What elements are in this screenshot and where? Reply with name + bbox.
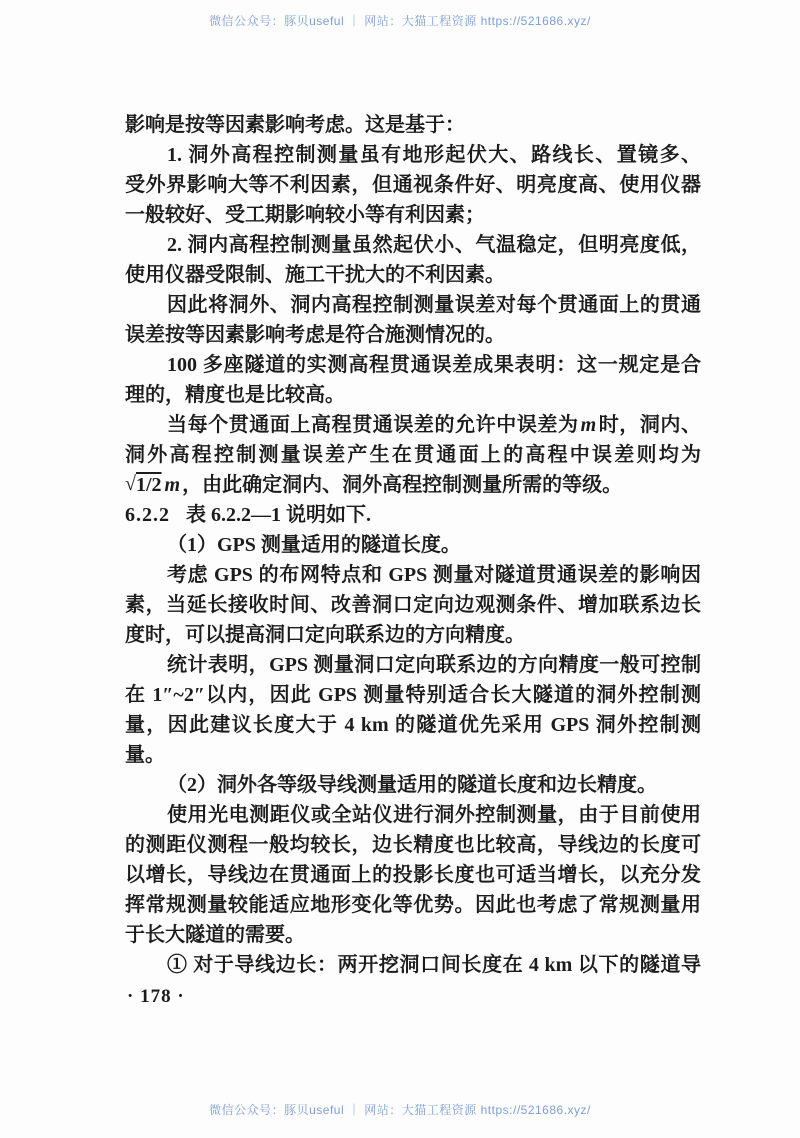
formula-line (125, 470, 701, 500)
page-number: · 178 · (127, 986, 185, 1007)
text-line: 使用光电测距仪或全站仪进行洞外控制测量，由于目前使用 (167, 804, 701, 826)
list-item-heading: （1）GPS 测量适用的隧道长度。 (167, 534, 461, 556)
watermark-text: 微信公众号：豚贝useful ｜ 网站：大猫工程资源 https://521686.xyz/ (209, 1103, 591, 1117)
text-line: 使用仪器受限制、施工干扰大的不利因素。 (125, 264, 505, 286)
page-content (125, 110, 701, 1012)
text-line: 以增长，导线边在贯通面上的投影长度也可适当增长，以充分发 (125, 864, 701, 886)
text-line: 挥常规测量较能适应地形变化等优势。因此也考虑了常规测量用 (125, 894, 701, 916)
text-line: 100 多座隧道的实测高程贯通误差成果表明：这一规定是合 (167, 354, 701, 376)
section-number: 6.2.2 (125, 504, 170, 526)
text-line: 洞外高程控制测量误差产生在贯通面上的高程中误差则均为 (125, 444, 701, 466)
list-item-heading: （2）洞外各等级导线测量适用的隧道长度和边长精度。 (167, 774, 657, 796)
text-segment: ，由此确定洞内、洞外高程控制测量所需的等级。 (182, 474, 623, 496)
text-line: 理的，精度也是比较高。 (125, 384, 345, 406)
watermark-bottom (0, 1101, 800, 1118)
section-heading-text: 表 6.2.2—1 说明如下. (186, 504, 371, 526)
text-line: 受外界影响大等不利因素，但通视条件好、明亮度高、使用仪器 (125, 174, 701, 196)
text-line: 误差按等因素影响考虑是符合施测情况的。 (125, 324, 505, 346)
text-line: ① 对于导线边长：两开挖洞口间长度在 4 km 以下的隧道导 (167, 954, 701, 976)
text-line: 因此将洞外、洞内高程控制测量误差对每个贯通面上的贯通 (167, 294, 701, 316)
text-line: 量。 (125, 744, 165, 766)
text-line-with-variable (125, 410, 701, 440)
square-root-sign: √ (125, 473, 136, 495)
radicand: 1/2 (135, 474, 162, 496)
watermark-top (0, 12, 800, 29)
text-line: 在 1″~2″以内，因此 GPS 测量特别适合长大隧道的洞外控制测 (125, 684, 701, 706)
text-line: 1. 洞外高程控制测量虽有地形起伏大、路线长、置镜多、 (167, 144, 701, 166)
math-variable-m: m (580, 414, 597, 436)
text-line: 量，因此建议长度大于 4 km 的隧道优先采用 GPS 洞外控制测 (125, 714, 701, 736)
text-line: 一般较好、受工期影响较小等有利因素； (125, 204, 485, 226)
text-line: 统计表明，GPS 测量洞口定向联系边的方向精度一般可控制 (167, 654, 701, 676)
text-line: 素，当延长接收时间、改善洞口定向边观测条件、增加联系边长 (125, 594, 701, 616)
math-variable-m: m (164, 474, 181, 496)
section-heading (125, 500, 701, 530)
text-segment: 时，洞内、 (598, 414, 701, 436)
watermark-text: 微信公众号：豚贝useful ｜ 网站：大猫工程资源 https://521686.xyz/ (209, 14, 591, 28)
text-line: 2. 洞内高程控制测量虽然起伏小、气温稳定，但明亮度低， (167, 234, 701, 256)
text-segment: 当每个贯通面上高程贯通误差的允许中误差为 (167, 414, 579, 436)
text-line: 于长大隧道的需要。 (125, 924, 305, 946)
text-line: 的测距仪测程一般均较长，边长精度也比较高，导线边的长度可 (125, 834, 701, 856)
text-line: 影响是按等因素影响考虑。这是基于： (125, 114, 465, 136)
text-line: 度时，可以提高洞口定向联系边的方向精度。 (125, 624, 525, 646)
text-line: 考虑 GPS 的布网特点和 GPS 测量对隧道贯通误差的影响因 (167, 564, 701, 586)
